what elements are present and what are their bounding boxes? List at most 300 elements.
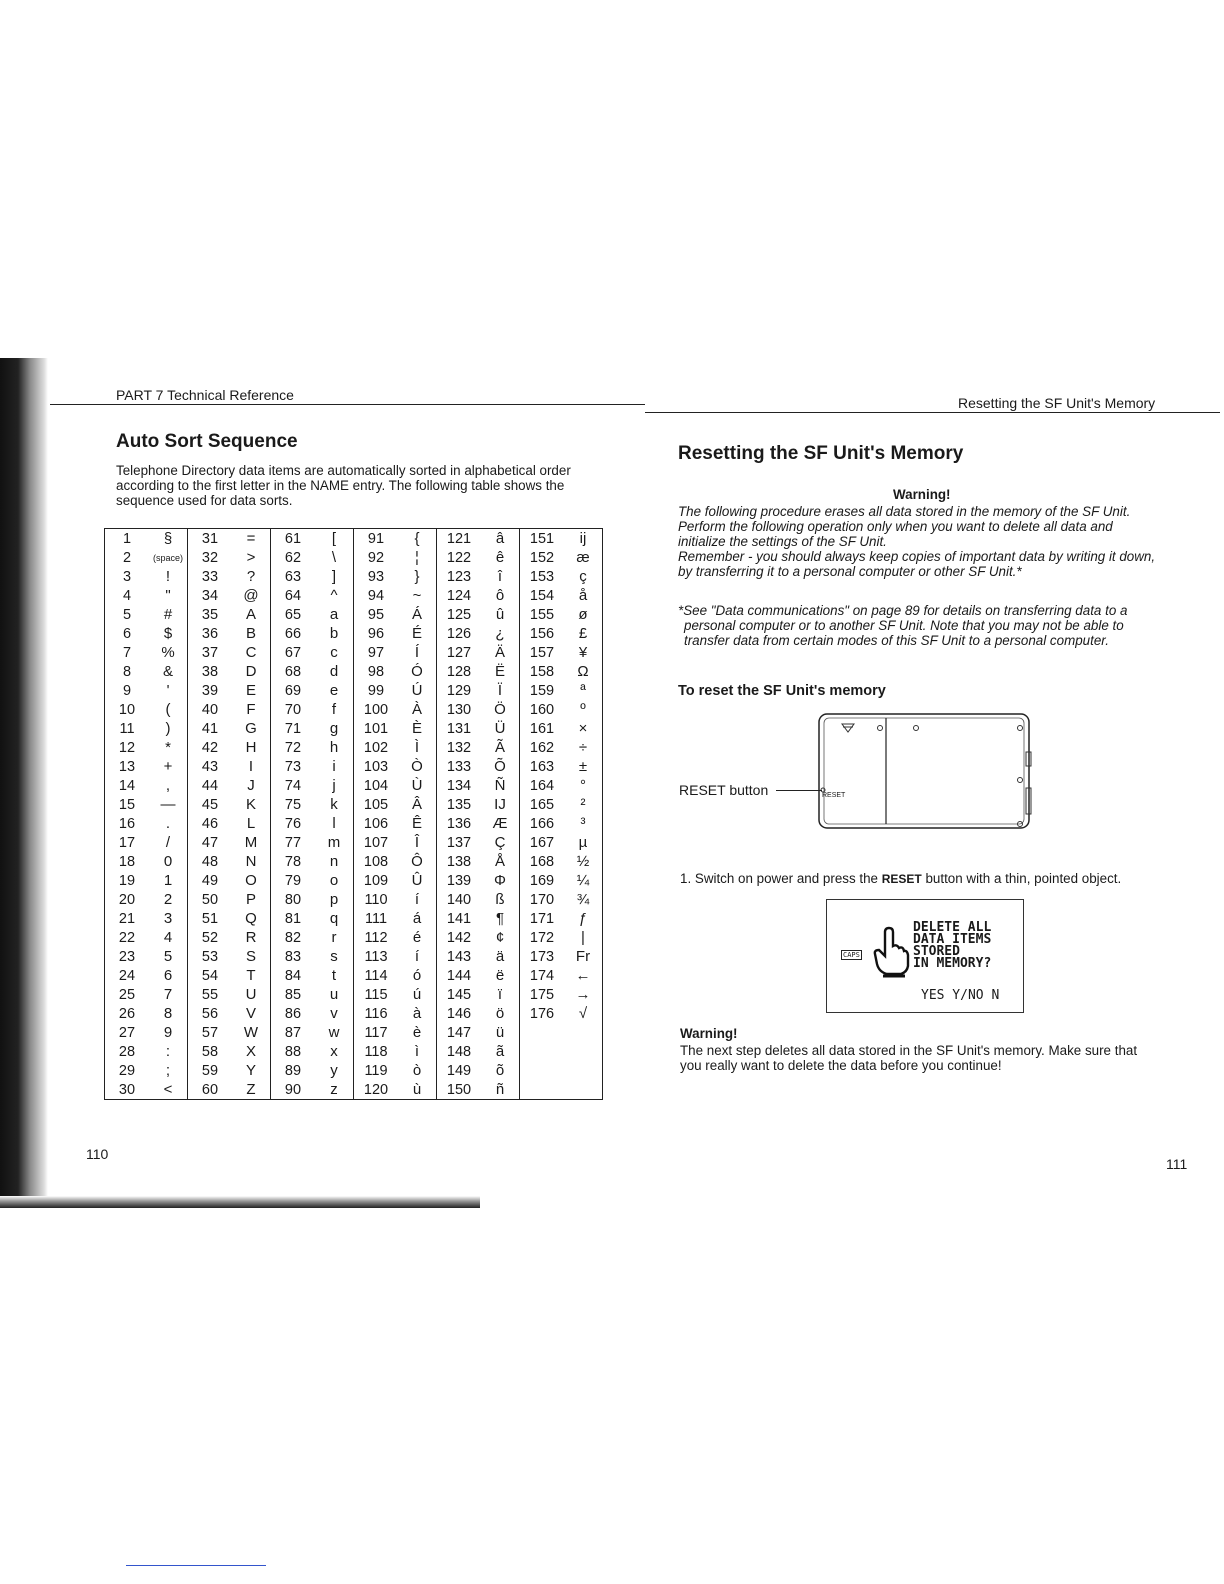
table-row bbox=[188, 909, 270, 928]
table-row bbox=[188, 833, 270, 852]
sequence-number: 117 bbox=[364, 1024, 388, 1041]
sequence-character: è bbox=[412, 1024, 422, 1041]
sequence-character: + bbox=[163, 758, 173, 775]
table-row bbox=[271, 548, 353, 567]
sequence-character: 5 bbox=[163, 948, 173, 965]
table-row bbox=[271, 757, 353, 776]
sequence-number: 157 bbox=[529, 644, 555, 661]
sequence-number: 113 bbox=[364, 948, 388, 965]
sequence-character: ^ bbox=[330, 587, 338, 604]
sequence-character: h bbox=[329, 739, 339, 756]
sequence-number: 122 bbox=[446, 549, 472, 566]
table-row bbox=[188, 928, 270, 947]
table-row bbox=[105, 871, 187, 890]
table-row bbox=[520, 681, 602, 700]
sequence-number: 153 bbox=[529, 568, 555, 585]
sequence-character: ü bbox=[495, 1024, 505, 1041]
sequence-character: ¿ bbox=[495, 625, 505, 642]
sequence-number: 57 bbox=[201, 1024, 219, 1041]
table-row bbox=[271, 1042, 353, 1061]
reset-callout-line bbox=[776, 790, 822, 791]
table-row bbox=[271, 700, 353, 719]
sequence-number: 60 bbox=[201, 1081, 219, 1098]
sequence-number: 151 bbox=[529, 530, 555, 547]
lcd-line-1: DELETE ALL bbox=[913, 920, 992, 935]
sequence-character: . bbox=[165, 815, 171, 832]
sequence-number: 108 bbox=[363, 853, 389, 870]
sequence-number: 149 bbox=[446, 1062, 472, 1079]
sequence-character: O bbox=[245, 872, 257, 889]
sequence-number: 65 bbox=[284, 606, 302, 623]
sequence-number: 52 bbox=[201, 929, 219, 946]
right-header-rule bbox=[645, 412, 1220, 413]
sequence-character: Φ bbox=[494, 872, 506, 889]
left-running-header: PART 7 Technical Reference bbox=[116, 387, 294, 403]
page-title-auto-sort: Auto Sort Sequence bbox=[116, 431, 298, 452]
table-row bbox=[437, 567, 519, 586]
sequence-number: 78 bbox=[284, 853, 302, 870]
table-row bbox=[105, 966, 187, 985]
sequence-character: ë bbox=[495, 967, 505, 984]
sequence-number: 166 bbox=[529, 815, 555, 832]
sequence-character: Ê bbox=[411, 815, 422, 832]
warning-heading: Warning! bbox=[893, 487, 951, 502]
sequence-character: ß bbox=[495, 891, 505, 908]
sequence-number: 170 bbox=[529, 891, 555, 908]
table-row bbox=[437, 624, 519, 643]
sequence-number: 162 bbox=[529, 739, 555, 756]
device-reset-text: RESET bbox=[822, 792, 846, 799]
table-row bbox=[271, 852, 353, 871]
table-row bbox=[520, 738, 602, 757]
sequence-number: 155 bbox=[529, 606, 555, 623]
table-row bbox=[188, 871, 270, 890]
table-row bbox=[520, 662, 602, 681]
lcd-prompt: YES Y/NO N bbox=[921, 988, 1000, 1003]
sequence-character: á bbox=[412, 910, 422, 927]
sequence-character: N bbox=[245, 853, 257, 870]
sequence-character: Ú bbox=[411, 682, 423, 699]
sequence-character: ' bbox=[166, 682, 170, 699]
lcd-mode-indicator: CAPS bbox=[843, 951, 860, 959]
sequence-character: m bbox=[327, 834, 341, 851]
footnote-line: transfer data from certain modes of this SF Unit to a personal computer. bbox=[684, 633, 1109, 648]
table-row bbox=[105, 814, 187, 833]
sequence-number: 38 bbox=[201, 663, 219, 680]
sequence-character: ä bbox=[495, 948, 505, 965]
table-row bbox=[437, 795, 519, 814]
table-row bbox=[354, 605, 436, 624]
sequence-character: ¦ bbox=[415, 549, 419, 566]
sequence-number: 4 bbox=[122, 587, 132, 604]
sequence-number: 124 bbox=[446, 587, 472, 604]
table-row bbox=[105, 1004, 187, 1023]
table-row bbox=[105, 624, 187, 643]
sequence-number: 134 bbox=[446, 777, 472, 794]
sequence-character: º bbox=[580, 701, 586, 718]
table-row bbox=[354, 1023, 436, 1042]
sequence-character: ƒ bbox=[578, 910, 588, 927]
footnote-line: *See "Data communications" on page 89 for details on transferring data to a bbox=[678, 603, 1128, 618]
sequence-number: 171 bbox=[529, 910, 555, 927]
table-row bbox=[520, 643, 602, 662]
sequence-character: [ bbox=[331, 530, 337, 547]
warning-line: Remember - you should always keep copies of important data by writing it down, bbox=[678, 549, 1156, 564]
sequence-character: ù bbox=[412, 1081, 422, 1098]
table-row bbox=[105, 795, 187, 814]
sequence-number: 68 bbox=[284, 663, 302, 680]
sequence-character: 2 bbox=[163, 891, 173, 908]
table-row bbox=[520, 985, 602, 1004]
sequence-number: 143 bbox=[446, 948, 472, 965]
sequence-character: 1 bbox=[163, 872, 173, 889]
table-row bbox=[105, 529, 187, 548]
sequence-number: 129 bbox=[446, 682, 472, 699]
sequence-character: Ô bbox=[411, 853, 423, 870]
table-row bbox=[271, 795, 353, 814]
sequence-character: Ã bbox=[494, 739, 505, 756]
table-row bbox=[354, 700, 436, 719]
sequence-number: 139 bbox=[446, 872, 472, 889]
sequence-number: 29 bbox=[118, 1062, 136, 1079]
sequence-number: 137 bbox=[446, 834, 472, 851]
sequence-number: 112 bbox=[364, 929, 388, 946]
sequence-character: ª bbox=[580, 682, 586, 699]
table-row bbox=[520, 871, 602, 890]
sequence-character: $ bbox=[163, 625, 173, 642]
table-row bbox=[271, 776, 353, 795]
table-row bbox=[271, 605, 353, 624]
table-row bbox=[520, 966, 602, 985]
table-row bbox=[271, 871, 353, 890]
sequence-number: 89 bbox=[284, 1062, 302, 1079]
right-page-number: 111 bbox=[1166, 1156, 1188, 1172]
table-row bbox=[354, 681, 436, 700]
sequence-number: 120 bbox=[363, 1081, 389, 1098]
warning-line: Perform the following operation only when you want to delete all data and bbox=[678, 519, 1113, 534]
sequence-character: : bbox=[165, 1043, 171, 1060]
sequence-number: 160 bbox=[529, 701, 555, 718]
sequence-character: 9 bbox=[163, 1024, 173, 1041]
sequence-number: 174 bbox=[529, 967, 555, 984]
intro-line: Telephone Directory data items are automatically sorted in alphabetical order bbox=[116, 463, 571, 478]
sequence-number: 127 bbox=[446, 644, 472, 661]
sequence-number: 69 bbox=[284, 682, 302, 699]
table-row bbox=[520, 928, 602, 947]
sequence-number: 56 bbox=[201, 1005, 219, 1022]
sequence-character: É bbox=[411, 625, 422, 642]
sequence-number: 84 bbox=[284, 967, 302, 984]
sequence-character: ¥ bbox=[578, 644, 588, 661]
sequence-number: 6 bbox=[122, 625, 132, 642]
table-row bbox=[520, 1080, 602, 1099]
sequence-character: s bbox=[330, 948, 338, 965]
sequence-number: 93 bbox=[367, 568, 385, 585]
sequence-character: Y bbox=[245, 1062, 256, 1079]
sequence-number: 138 bbox=[446, 853, 472, 870]
sequence-character: > bbox=[246, 549, 256, 566]
table-row bbox=[105, 738, 187, 757]
sequence-number: 136 bbox=[446, 815, 472, 832]
sequence-character: e bbox=[329, 682, 339, 699]
sequence-character: p bbox=[329, 891, 339, 908]
sequence-character: U bbox=[245, 986, 257, 1003]
sequence-character: % bbox=[161, 644, 175, 661]
table-row bbox=[354, 776, 436, 795]
sequence-character: Å bbox=[494, 853, 505, 870]
table-row bbox=[437, 890, 519, 909]
sequence-number: 85 bbox=[284, 986, 302, 1003]
table-row bbox=[188, 966, 270, 985]
sequence-character: 0 bbox=[163, 853, 173, 870]
sequence-character: / bbox=[165, 834, 171, 851]
sequence-character: î bbox=[497, 568, 503, 585]
sequence-number: 5 bbox=[122, 606, 132, 623]
page-title-resetting: Resetting the SF Unit's Memory bbox=[678, 443, 964, 464]
sequence-character: b bbox=[329, 625, 339, 642]
table-row bbox=[354, 795, 436, 814]
sequence-character: Ò bbox=[411, 758, 423, 775]
book-binding-shadow bbox=[0, 358, 48, 1208]
sequence-character: H bbox=[245, 739, 257, 756]
table-row bbox=[437, 738, 519, 757]
table-row bbox=[437, 909, 519, 928]
sequence-number: 80 bbox=[284, 891, 302, 908]
table-row bbox=[188, 567, 270, 586]
bottom-link-underline bbox=[126, 1565, 266, 1566]
sequence-number: 61 bbox=[284, 530, 302, 547]
step-1-key: RESET bbox=[881, 872, 922, 886]
sequence-character: ã bbox=[495, 1043, 505, 1060]
sequence-number: 37 bbox=[201, 644, 219, 661]
lcd-line-3: STORED bbox=[913, 944, 960, 959]
sequence-number: 118 bbox=[364, 1043, 388, 1060]
sequence-character: ; bbox=[165, 1062, 171, 1079]
sequence-number: 147 bbox=[446, 1024, 472, 1041]
sequence-number: 130 bbox=[446, 701, 472, 718]
sequence-character: Í bbox=[414, 644, 420, 661]
sequence-character: I bbox=[248, 758, 254, 775]
sequence-character: → bbox=[575, 986, 591, 1003]
sequence-character: L bbox=[246, 815, 256, 832]
sequence-character: § bbox=[163, 530, 173, 547]
table-row bbox=[354, 586, 436, 605]
sequence-character: Á bbox=[411, 606, 422, 623]
sequence-number: 94 bbox=[367, 587, 385, 604]
table-row bbox=[437, 1023, 519, 1042]
warning-paragraph bbox=[678, 504, 1178, 579]
sequence-character: i bbox=[332, 758, 336, 775]
sequence-character: ( bbox=[165, 701, 171, 718]
table-row bbox=[520, 814, 602, 833]
sequence-character: × bbox=[578, 720, 588, 737]
table-row bbox=[437, 928, 519, 947]
sequence-number: 79 bbox=[284, 872, 302, 889]
sequence-character: S bbox=[245, 948, 256, 965]
sequence-character: Ä bbox=[494, 644, 505, 661]
table-row bbox=[437, 985, 519, 1004]
sequence-number: 90 bbox=[284, 1081, 302, 1098]
table-row bbox=[188, 852, 270, 871]
sequence-number: 148 bbox=[446, 1043, 472, 1060]
sequence-character: 3 bbox=[163, 910, 173, 927]
sequence-character: Æ bbox=[492, 815, 508, 832]
table-row bbox=[188, 605, 270, 624]
sequence-number: 141 bbox=[446, 910, 472, 927]
sequence-character: W bbox=[243, 1024, 259, 1041]
table-row bbox=[271, 890, 353, 909]
sequence-number: 19 bbox=[118, 872, 136, 889]
table-row bbox=[354, 1080, 436, 1099]
sequence-number: 63 bbox=[284, 568, 302, 585]
sequence-number: 30 bbox=[118, 1081, 136, 1098]
table-row bbox=[271, 662, 353, 681]
table-row bbox=[520, 548, 602, 567]
sequence-character: j bbox=[332, 777, 336, 794]
sequence-number: 87 bbox=[284, 1024, 302, 1041]
sequence-number: 133 bbox=[446, 758, 472, 775]
sequence-number: 44 bbox=[201, 777, 219, 794]
sequence-number: 99 bbox=[367, 682, 385, 699]
sequence-number: 46 bbox=[201, 815, 219, 832]
sequence-number: 116 bbox=[364, 1005, 388, 1022]
sequence-number: 119 bbox=[364, 1062, 388, 1079]
table-row bbox=[520, 700, 602, 719]
sequence-number: 58 bbox=[201, 1043, 219, 1060]
sequence-number: 64 bbox=[284, 587, 302, 604]
table-row bbox=[271, 643, 353, 662]
table-row bbox=[354, 567, 436, 586]
sequence-character: £ bbox=[578, 625, 588, 642]
sequence-number: 2 bbox=[122, 549, 132, 566]
table-row bbox=[520, 1004, 602, 1023]
sf-unit-illustration bbox=[818, 712, 1032, 830]
sequence-character: ½ bbox=[576, 853, 590, 870]
table-row bbox=[437, 1061, 519, 1080]
sequence-character: Fr bbox=[575, 948, 591, 965]
table-row bbox=[520, 719, 602, 738]
table-row bbox=[437, 548, 519, 567]
sequence-character: 8 bbox=[163, 1005, 173, 1022]
table-row bbox=[437, 1042, 519, 1061]
table-row bbox=[105, 985, 187, 1004]
sequence-character: # bbox=[163, 606, 173, 623]
sequence-number: 172 bbox=[529, 929, 555, 946]
sequence-character: í bbox=[414, 948, 420, 965]
sequence-character: IJ bbox=[494, 796, 506, 813]
sequence-number: 158 bbox=[529, 663, 555, 680]
sequence-number: 51 bbox=[201, 910, 219, 927]
sequence-number: 106 bbox=[363, 815, 389, 832]
sequence-number: 97 bbox=[367, 644, 385, 661]
table-row bbox=[520, 1061, 602, 1080]
table-row bbox=[105, 757, 187, 776]
sequence-character: x bbox=[330, 1043, 338, 1060]
sequence-number: 66 bbox=[284, 625, 302, 642]
sequence-character: ó bbox=[412, 967, 422, 984]
table-row bbox=[105, 1061, 187, 1080]
sequence-number: 111 bbox=[364, 910, 388, 927]
sequence-character: ï bbox=[497, 986, 503, 1003]
table-row bbox=[271, 624, 353, 643]
sequence-character: ! bbox=[165, 568, 171, 585]
warning2-line: you really want to delete the data before you continue! bbox=[680, 1058, 1002, 1073]
table-row bbox=[271, 1061, 353, 1080]
sequence-character: \ bbox=[331, 549, 337, 566]
sequence-number: 39 bbox=[201, 682, 219, 699]
sequence-number: 43 bbox=[201, 758, 219, 775]
table-row bbox=[520, 1042, 602, 1061]
sequence-character: ÷ bbox=[578, 739, 588, 756]
table-row bbox=[520, 776, 602, 795]
sequence-character: í bbox=[414, 891, 420, 908]
sequence-number: 20 bbox=[118, 891, 136, 908]
sequence-number: 74 bbox=[284, 777, 302, 794]
reset-button-label: RESET button bbox=[679, 782, 769, 798]
table-row bbox=[437, 947, 519, 966]
sequence-number: 123 bbox=[446, 568, 472, 585]
table-row bbox=[354, 966, 436, 985]
sequence-character: ç bbox=[579, 568, 587, 585]
table-row bbox=[188, 738, 270, 757]
sequence-character: C bbox=[245, 644, 257, 661]
sequence-character: õ bbox=[495, 1062, 505, 1079]
table-row bbox=[354, 1042, 436, 1061]
table-row bbox=[354, 529, 436, 548]
table-row bbox=[188, 529, 270, 548]
sequence-character: ñ bbox=[495, 1081, 505, 1098]
table-row bbox=[188, 548, 270, 567]
sequence-character: ° bbox=[580, 777, 586, 794]
sequence-character: a bbox=[329, 606, 339, 623]
sequence-number: 131 bbox=[446, 720, 472, 737]
sequence-number: 105 bbox=[363, 796, 389, 813]
sequence-character: Q bbox=[245, 910, 257, 927]
sequence-character: G bbox=[245, 720, 257, 737]
table-row bbox=[520, 605, 602, 624]
sequence-character: w bbox=[328, 1024, 340, 1041]
table-row bbox=[437, 662, 519, 681]
sequence-character: u bbox=[329, 986, 339, 1003]
sequence-character: y bbox=[330, 1062, 338, 1079]
intro-line: sequence used for data sorts. bbox=[116, 493, 293, 508]
table-row bbox=[188, 814, 270, 833]
sequence-character: å bbox=[578, 587, 588, 604]
table-row bbox=[520, 567, 602, 586]
sequence-character: Ñ bbox=[494, 777, 506, 794]
step-1-suffix: button with a thin, pointed object. bbox=[921, 871, 1122, 886]
sequence-number: 35 bbox=[201, 606, 219, 623]
sequence-number: 82 bbox=[284, 929, 302, 946]
sequence-number: 73 bbox=[284, 758, 302, 775]
table-row bbox=[105, 567, 187, 586]
table-row bbox=[520, 757, 602, 776]
table-row bbox=[354, 833, 436, 852]
footnote-line: personal computer or to another SF Unit. Note that you may not be able to bbox=[684, 618, 1124, 633]
sequence-character: * bbox=[165, 739, 171, 756]
table-row bbox=[271, 719, 353, 738]
sequence-character: ) bbox=[165, 720, 171, 737]
step-1 bbox=[680, 871, 1121, 886]
sequence-number: 126 bbox=[446, 625, 472, 642]
sequence-number: 32 bbox=[201, 549, 219, 566]
table-row bbox=[437, 757, 519, 776]
sequence-character: g bbox=[329, 720, 339, 737]
table-row bbox=[105, 1080, 187, 1099]
sequence-character: l bbox=[332, 815, 336, 832]
table-row bbox=[437, 529, 519, 548]
table-row bbox=[188, 776, 270, 795]
